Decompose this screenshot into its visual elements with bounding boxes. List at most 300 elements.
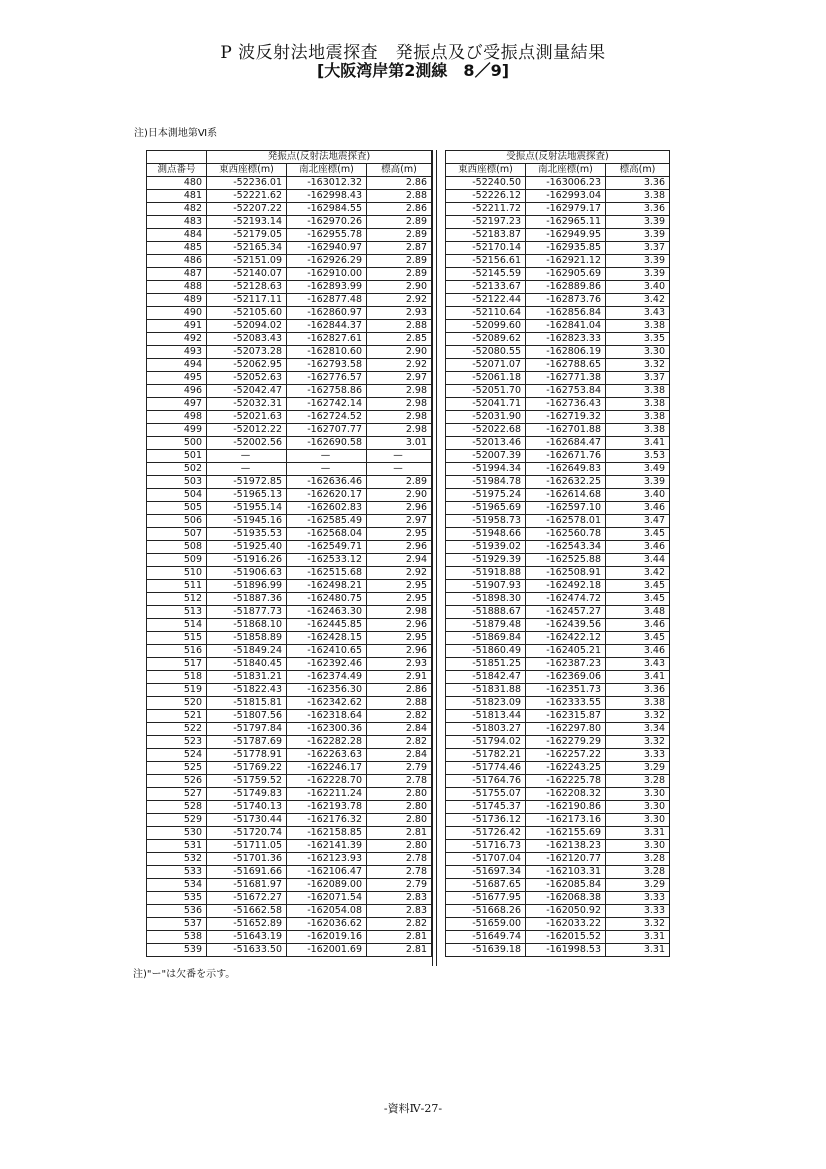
cell-point-no: 515	[147, 632, 207, 645]
cell-point-no: 516	[147, 645, 207, 658]
column-header-point-no: 測点番号	[147, 164, 207, 177]
table-row	[147, 840, 432, 853]
table-row	[147, 918, 432, 931]
cell-receiver-ns: -162671.76	[526, 450, 606, 463]
cell-shot-elevation: 2.95	[367, 528, 432, 541]
cell-shot-ns: -162089.00	[287, 879, 367, 892]
cell-receiver-ew: -51813.44	[446, 710, 526, 723]
cell-point-no: 526	[147, 775, 207, 788]
table-row	[147, 320, 432, 333]
cell-receiver-ns: -162806.19	[526, 346, 606, 359]
cell-point-no: 496	[147, 385, 207, 398]
table-row	[147, 827, 432, 840]
cell-receiver-ew: -52031.90	[446, 411, 526, 424]
table-row	[147, 177, 432, 190]
cell-receiver-ns: -162033.22	[526, 918, 606, 931]
table-row	[147, 658, 432, 671]
cell-point-no: 493	[147, 346, 207, 359]
cell-receiver-elevation: 3.46	[606, 619, 670, 632]
cell-point-no: 523	[147, 736, 207, 749]
table-row	[446, 359, 670, 372]
table-row	[446, 593, 670, 606]
cell-receiver-ns: -162873.76	[526, 294, 606, 307]
cell-receiver-ns: -162439.56	[526, 619, 606, 632]
table-row	[147, 489, 432, 502]
cell-shot-elevation: 2.83	[367, 892, 432, 905]
cell-receiver-elevation: 3.38	[606, 697, 670, 710]
table-row	[446, 554, 670, 567]
cell-shot-elevation: 2.80	[367, 801, 432, 814]
cell-shot-ns: -162071.54	[287, 892, 367, 905]
cell-shot-elevation: 2.91	[367, 671, 432, 684]
cell-shot-ns: -162602.83	[287, 502, 367, 515]
cell-shot-ns: -162211.24	[287, 788, 367, 801]
cell-point-no: 531	[147, 840, 207, 853]
cell-receiver-ew: -52061.18	[446, 372, 526, 385]
cell-point-no: 490	[147, 307, 207, 320]
table-row	[446, 450, 670, 463]
table-row	[147, 242, 432, 255]
cell-receiver-ns: -162457.27	[526, 606, 606, 619]
cell-point-no: 482	[147, 203, 207, 216]
cell-shot-ew: -51633.50	[207, 944, 287, 957]
cell-receiver-elevation: 3.28	[606, 866, 670, 879]
cell-shot-ns: -162585.49	[287, 515, 367, 528]
cell-point-no: 534	[147, 879, 207, 892]
cell-receiver-ew: -51726.42	[446, 827, 526, 840]
cell-receiver-ew: -51918.88	[446, 567, 526, 580]
table-row	[446, 879, 670, 892]
cell-receiver-ew: -52071.07	[446, 359, 526, 372]
cell-receiver-ew: -51794.02	[446, 736, 526, 749]
cell-receiver-ew: -51929.39	[446, 554, 526, 567]
table-row	[147, 255, 432, 268]
table-row	[446, 606, 670, 619]
cell-receiver-ns: -162949.95	[526, 229, 606, 242]
cell-receiver-ew: -52183.87	[446, 229, 526, 242]
cell-point-no: 486	[147, 255, 207, 268]
cell-shot-ew: -51840.45	[207, 658, 287, 671]
table-row	[147, 346, 432, 359]
column-header-elevation: 標高(m)	[367, 164, 432, 177]
cell-receiver-ew: -51842.47	[446, 671, 526, 684]
cell-shot-ns: -162758.86	[287, 385, 367, 398]
cell-shot-ew: -51916.26	[207, 554, 287, 567]
cell-point-no: 504	[147, 489, 207, 502]
cell-point-no: 539	[147, 944, 207, 957]
cell-receiver-ew: -51639.18	[446, 944, 526, 957]
cell-receiver-ns: -162823.33	[526, 333, 606, 346]
cell-receiver-ew: -51898.30	[446, 593, 526, 606]
cell-receiver-ns: -162856.84	[526, 307, 606, 320]
cell-receiver-ew: -52110.64	[446, 307, 526, 320]
cell-shot-ew: -51887.36	[207, 593, 287, 606]
cell-shot-elevation: 2.84	[367, 723, 432, 736]
table-row	[147, 203, 432, 216]
table-row	[446, 788, 670, 801]
cell-receiver-elevation: 3.32	[606, 736, 670, 749]
table-row	[147, 671, 432, 684]
table-row	[147, 398, 432, 411]
cell-shot-ns: -162515.68	[287, 567, 367, 580]
cell-point-no: 491	[147, 320, 207, 333]
cell-shot-ns: -162998.43	[287, 190, 367, 203]
cell-receiver-elevation: 3.30	[606, 814, 670, 827]
cell-shot-ew: -51955.14	[207, 502, 287, 515]
cell-receiver-ew: -51958.73	[446, 515, 526, 528]
cell-receiver-ns: -162935.85	[526, 242, 606, 255]
table-row	[147, 879, 432, 892]
cell-point-no: 492	[147, 333, 207, 346]
cell-receiver-ew: -51831.88	[446, 684, 526, 697]
table-row	[147, 333, 432, 346]
cell-shot-ns: -162158.85	[287, 827, 367, 840]
table-row	[147, 268, 432, 281]
cell-receiver-elevation: 3.40	[606, 281, 670, 294]
cell-receiver-elevation: 3.34	[606, 723, 670, 736]
cell-receiver-ew: -51948.66	[446, 528, 526, 541]
cell-receiver-elevation: 3.45	[606, 580, 670, 593]
cell-shot-ns: -162810.60	[287, 346, 367, 359]
cell-receiver-elevation: 3.30	[606, 346, 670, 359]
cell-shot-elevation: 2.82	[367, 736, 432, 749]
cell-receiver-ns: -162155.69	[526, 827, 606, 840]
cell-receiver-ns: -162351.73	[526, 684, 606, 697]
cell-shot-ew: -52105.60	[207, 307, 287, 320]
table-row	[446, 502, 670, 515]
cell-receiver-ew: -51860.49	[446, 645, 526, 658]
cell-shot-ew: -51672.27	[207, 892, 287, 905]
table-row	[147, 866, 432, 879]
table-row	[446, 281, 670, 294]
cell-receiver-ew: -52122.44	[446, 294, 526, 307]
cell-point-no: 499	[147, 424, 207, 437]
cell-shot-ns: -162827.61	[287, 333, 367, 346]
cell-shot-elevation: 2.93	[367, 307, 432, 320]
cell-point-no: 485	[147, 242, 207, 255]
table-row	[147, 710, 432, 723]
table-row	[147, 892, 432, 905]
cell-receiver-ew: -52022.68	[446, 424, 526, 437]
table-row	[446, 307, 670, 320]
cell-shot-ew: -52062.95	[207, 359, 287, 372]
table-row	[446, 853, 670, 866]
cell-shot-ew: -52236.01	[207, 177, 287, 190]
cell-receiver-ew: -51975.24	[446, 489, 526, 502]
cell-shot-elevation: 2.78	[367, 775, 432, 788]
cell-shot-elevation: 2.83	[367, 905, 432, 918]
table-row	[147, 723, 432, 736]
cell-shot-ns: -162392.46	[287, 658, 367, 671]
cell-receiver-ns: -162225.78	[526, 775, 606, 788]
table-row	[147, 372, 432, 385]
cell-point-no: 484	[147, 229, 207, 242]
cell-shot-elevation: 2.89	[367, 255, 432, 268]
cell-shot-ew: -51935.53	[207, 528, 287, 541]
cell-shot-ns: -162141.39	[287, 840, 367, 853]
header-blank	[147, 151, 207, 164]
cell-shot-ns: -162054.08	[287, 905, 367, 918]
cell-receiver-ns: -162369.06	[526, 671, 606, 684]
cell-receiver-ns: -162050.92	[526, 905, 606, 918]
cell-receiver-elevation: 3.37	[606, 242, 670, 255]
cell-point-no: 501	[147, 450, 207, 463]
cell-receiver-ns: -162597.10	[526, 502, 606, 515]
table-row	[147, 437, 432, 450]
cell-shot-elevation: 2.86	[367, 684, 432, 697]
cell-shot-ew: -51778.91	[207, 749, 287, 762]
cell-receiver-elevation: 3.28	[606, 853, 670, 866]
cell-receiver-ns: -162578.01	[526, 515, 606, 528]
table-row	[446, 398, 670, 411]
cell-receiver-ns: -162543.34	[526, 541, 606, 554]
cell-receiver-ns: -162208.32	[526, 788, 606, 801]
cell-shot-elevation: 2.88	[367, 190, 432, 203]
cell-receiver-ns: -162736.43	[526, 398, 606, 411]
cell-shot-ew: -51740.13	[207, 801, 287, 814]
cell-receiver-elevation: 3.30	[606, 801, 670, 814]
coordinate-system-note: 注)日本測地第Ⅵ系	[134, 128, 218, 139]
cell-shot-ns: -162428.15	[287, 632, 367, 645]
table-row	[147, 411, 432, 424]
cell-shot-ew: -51681.97	[207, 879, 287, 892]
cell-receiver-ew: -52211.72	[446, 203, 526, 216]
table-row	[446, 190, 670, 203]
table-row	[147, 606, 432, 619]
cell-receiver-elevation: 3.43	[606, 658, 670, 671]
cell-shot-elevation: 2.95	[367, 632, 432, 645]
cell-shot-ns: -162707.77	[287, 424, 367, 437]
cell-point-no: 524	[147, 749, 207, 762]
cell-receiver-elevation: 3.45	[606, 593, 670, 606]
cell-shot-ew: -51831.21	[207, 671, 287, 684]
cell-receiver-ew: -51755.07	[446, 788, 526, 801]
cell-shot-elevation: 2.80	[367, 840, 432, 853]
cell-shot-ew: -52117.11	[207, 294, 287, 307]
cell-receiver-elevation: 3.41	[606, 671, 670, 684]
table-row	[147, 528, 432, 541]
cell-shot-ns: -162123.93	[287, 853, 367, 866]
cell-shot-ew: -51749.83	[207, 788, 287, 801]
cell-shot-ns: -162410.65	[287, 645, 367, 658]
cell-receiver-ns: -162993.04	[526, 190, 606, 203]
cell-point-no: 529	[147, 814, 207, 827]
table-row	[446, 931, 670, 944]
cell-point-no: 498	[147, 411, 207, 424]
table-row	[446, 840, 670, 853]
cell-receiver-ew: -51879.48	[446, 619, 526, 632]
cell-shot-ns: -162374.49	[287, 671, 367, 684]
table-row	[147, 736, 432, 749]
cell-shot-elevation: 2.92	[367, 359, 432, 372]
cell-shot-ew: -52021.63	[207, 411, 287, 424]
cell-shot-ns: -162246.17	[287, 762, 367, 775]
cell-shot-ew: -51925.40	[207, 541, 287, 554]
table-row	[446, 489, 670, 502]
cell-receiver-ew: -51869.84	[446, 632, 526, 645]
cell-receiver-elevation: 3.48	[606, 606, 670, 619]
table-row	[147, 931, 432, 944]
table-row	[147, 281, 432, 294]
cell-shot-ns: -163012.32	[287, 177, 367, 190]
cell-receiver-ns: -162632.25	[526, 476, 606, 489]
cell-receiver-elevation: 3.46	[606, 502, 670, 515]
cell-point-no: 480	[147, 177, 207, 190]
cell-point-no: 518	[147, 671, 207, 684]
cell-receiver-elevation: 3.46	[606, 645, 670, 658]
cell-shot-ns: -162970.26	[287, 216, 367, 229]
cell-shot-ns: -162228.70	[287, 775, 367, 788]
cell-receiver-ns: -162387.23	[526, 658, 606, 671]
cell-shot-ew: -51759.52	[207, 775, 287, 788]
cell-shot-ns: -162176.32	[287, 814, 367, 827]
cell-shot-elevation: 2.98	[367, 385, 432, 398]
table-row	[147, 580, 432, 593]
cell-shot-ew: -51868.10	[207, 619, 287, 632]
receiver-point-table	[445, 150, 670, 957]
cell-receiver-elevation: 3.32	[606, 359, 670, 372]
table-row	[446, 697, 670, 710]
cell-shot-ns: -162724.52	[287, 411, 367, 424]
table-row	[147, 762, 432, 775]
cell-receiver-elevation: 3.42	[606, 294, 670, 307]
cell-shot-elevation: 2.92	[367, 567, 432, 580]
cell-point-no: 513	[147, 606, 207, 619]
cell-shot-elevation: 2.78	[367, 866, 432, 879]
cell-receiver-ew: -51965.69	[446, 502, 526, 515]
page-subtitle: [大阪湾岸第2測線 8／9]	[316, 61, 510, 80]
table-row	[446, 229, 670, 242]
cell-shot-elevation: 2.98	[367, 411, 432, 424]
cell-receiver-elevation: 3.28	[606, 775, 670, 788]
cell-receiver-ns: -162015.52	[526, 931, 606, 944]
table-row	[147, 216, 432, 229]
cell-shot-ns: -162793.58	[287, 359, 367, 372]
cell-receiver-elevation: 3.39	[606, 229, 670, 242]
table-row	[446, 203, 670, 216]
cell-shot-ew: -51797.84	[207, 723, 287, 736]
cell-receiver-ew: -51764.76	[446, 775, 526, 788]
cell-point-no: 509	[147, 554, 207, 567]
table-row	[446, 463, 670, 476]
cell-shot-elevation: 2.87	[367, 242, 432, 255]
cell-receiver-ew: -52133.67	[446, 281, 526, 294]
cell-shot-ew: -52128.63	[207, 281, 287, 294]
cell-shot-ns: -162193.78	[287, 801, 367, 814]
cell-receiver-ew: -51888.67	[446, 606, 526, 619]
cell-shot-elevation: 2.89	[367, 229, 432, 242]
column-header-ns: 南北座標(m)	[526, 164, 606, 177]
cell-shot-ew: -51877.73	[207, 606, 287, 619]
cell-shot-elevation: 2.97	[367, 372, 432, 385]
cell-shot-ns: -162263.63	[287, 749, 367, 762]
cell-receiver-ew: -51697.34	[446, 866, 526, 879]
cell-shot-ew: -52032.31	[207, 398, 287, 411]
cell-shot-ns: -162318.64	[287, 710, 367, 723]
cell-receiver-ew: -51803.27	[446, 723, 526, 736]
cell-shot-ew: -51849.24	[207, 645, 287, 658]
cell-receiver-elevation: 3.41	[606, 437, 670, 450]
cell-shot-ew: —	[207, 450, 287, 463]
cell-shot-elevation: 2.81	[367, 827, 432, 840]
footnote: 注)"ー"は欠番を示す。	[133, 969, 236, 980]
cell-receiver-ns: -162508.91	[526, 567, 606, 580]
cell-shot-ew: -52193.14	[207, 216, 287, 229]
cell-shot-ns: -162463.30	[287, 606, 367, 619]
cell-receiver-ns: -162257.22	[526, 749, 606, 762]
table-row	[446, 411, 670, 424]
table-row	[147, 502, 432, 515]
cell-shot-ew: -51720.74	[207, 827, 287, 840]
cell-receiver-ns: -162921.12	[526, 255, 606, 268]
cell-shot-ns: -162877.48	[287, 294, 367, 307]
cell-receiver-ew: -51677.95	[446, 892, 526, 905]
table-row	[147, 385, 432, 398]
cell-point-no: 520	[147, 697, 207, 710]
cell-shot-elevation: 2.96	[367, 541, 432, 554]
table-row	[147, 190, 432, 203]
cell-receiver-ns: -162684.47	[526, 437, 606, 450]
cell-receiver-elevation: 3.45	[606, 632, 670, 645]
cell-shot-elevation: —	[367, 450, 432, 463]
table-row	[446, 827, 670, 840]
cell-receiver-elevation: 3.30	[606, 840, 670, 853]
cell-shot-elevation: 2.93	[367, 658, 432, 671]
table-row	[147, 944, 432, 957]
cell-receiver-ew: -52007.39	[446, 450, 526, 463]
cell-point-no: 505	[147, 502, 207, 515]
table-row	[147, 359, 432, 372]
cell-shot-elevation: 2.92	[367, 294, 432, 307]
cell-shot-elevation: 2.78	[367, 853, 432, 866]
cell-shot-ew: -52083.43	[207, 333, 287, 346]
shot-point-table	[146, 150, 432, 957]
cell-shot-elevation: 2.97	[367, 515, 432, 528]
cell-shot-elevation: 2.98	[367, 398, 432, 411]
cell-point-no: 527	[147, 788, 207, 801]
cell-point-no: 494	[147, 359, 207, 372]
cell-point-no: 500	[147, 437, 207, 450]
cell-receiver-elevation: 3.33	[606, 749, 670, 762]
cell-receiver-ew: -52240.50	[446, 177, 526, 190]
table-row	[147, 294, 432, 307]
cell-shot-elevation: 2.94	[367, 554, 432, 567]
cell-receiver-elevation: 3.30	[606, 788, 670, 801]
table-row	[446, 580, 670, 593]
page-number: -資料Ⅳ-27-	[383, 1102, 443, 1115]
cell-shot-ew: -51769.22	[207, 762, 287, 775]
cell-shot-ew: -51906.63	[207, 567, 287, 580]
cell-shot-ns: -162910.00	[287, 268, 367, 281]
cell-shot-ew: -51662.58	[207, 905, 287, 918]
cell-shot-ew: -51972.85	[207, 476, 287, 489]
shot-point-group-header: 発振点(反射法地震探査)	[207, 151, 432, 164]
cell-point-no: 511	[147, 580, 207, 593]
table-row	[147, 307, 432, 320]
cell-receiver-elevation: 3.47	[606, 515, 670, 528]
cell-shot-ns: -162106.47	[287, 866, 367, 879]
cell-receiver-ns: -162649.83	[526, 463, 606, 476]
table-row	[147, 684, 432, 697]
table-row	[446, 892, 670, 905]
cell-receiver-ew: -51659.00	[446, 918, 526, 931]
cell-receiver-ns: -162085.84	[526, 879, 606, 892]
table-row	[446, 775, 670, 788]
cell-receiver-ns: -162788.65	[526, 359, 606, 372]
cell-point-no: 536	[147, 905, 207, 918]
cell-receiver-elevation: 3.38	[606, 424, 670, 437]
receiver-point-group-header: 受振点(反射法地震探査)	[446, 151, 670, 164]
